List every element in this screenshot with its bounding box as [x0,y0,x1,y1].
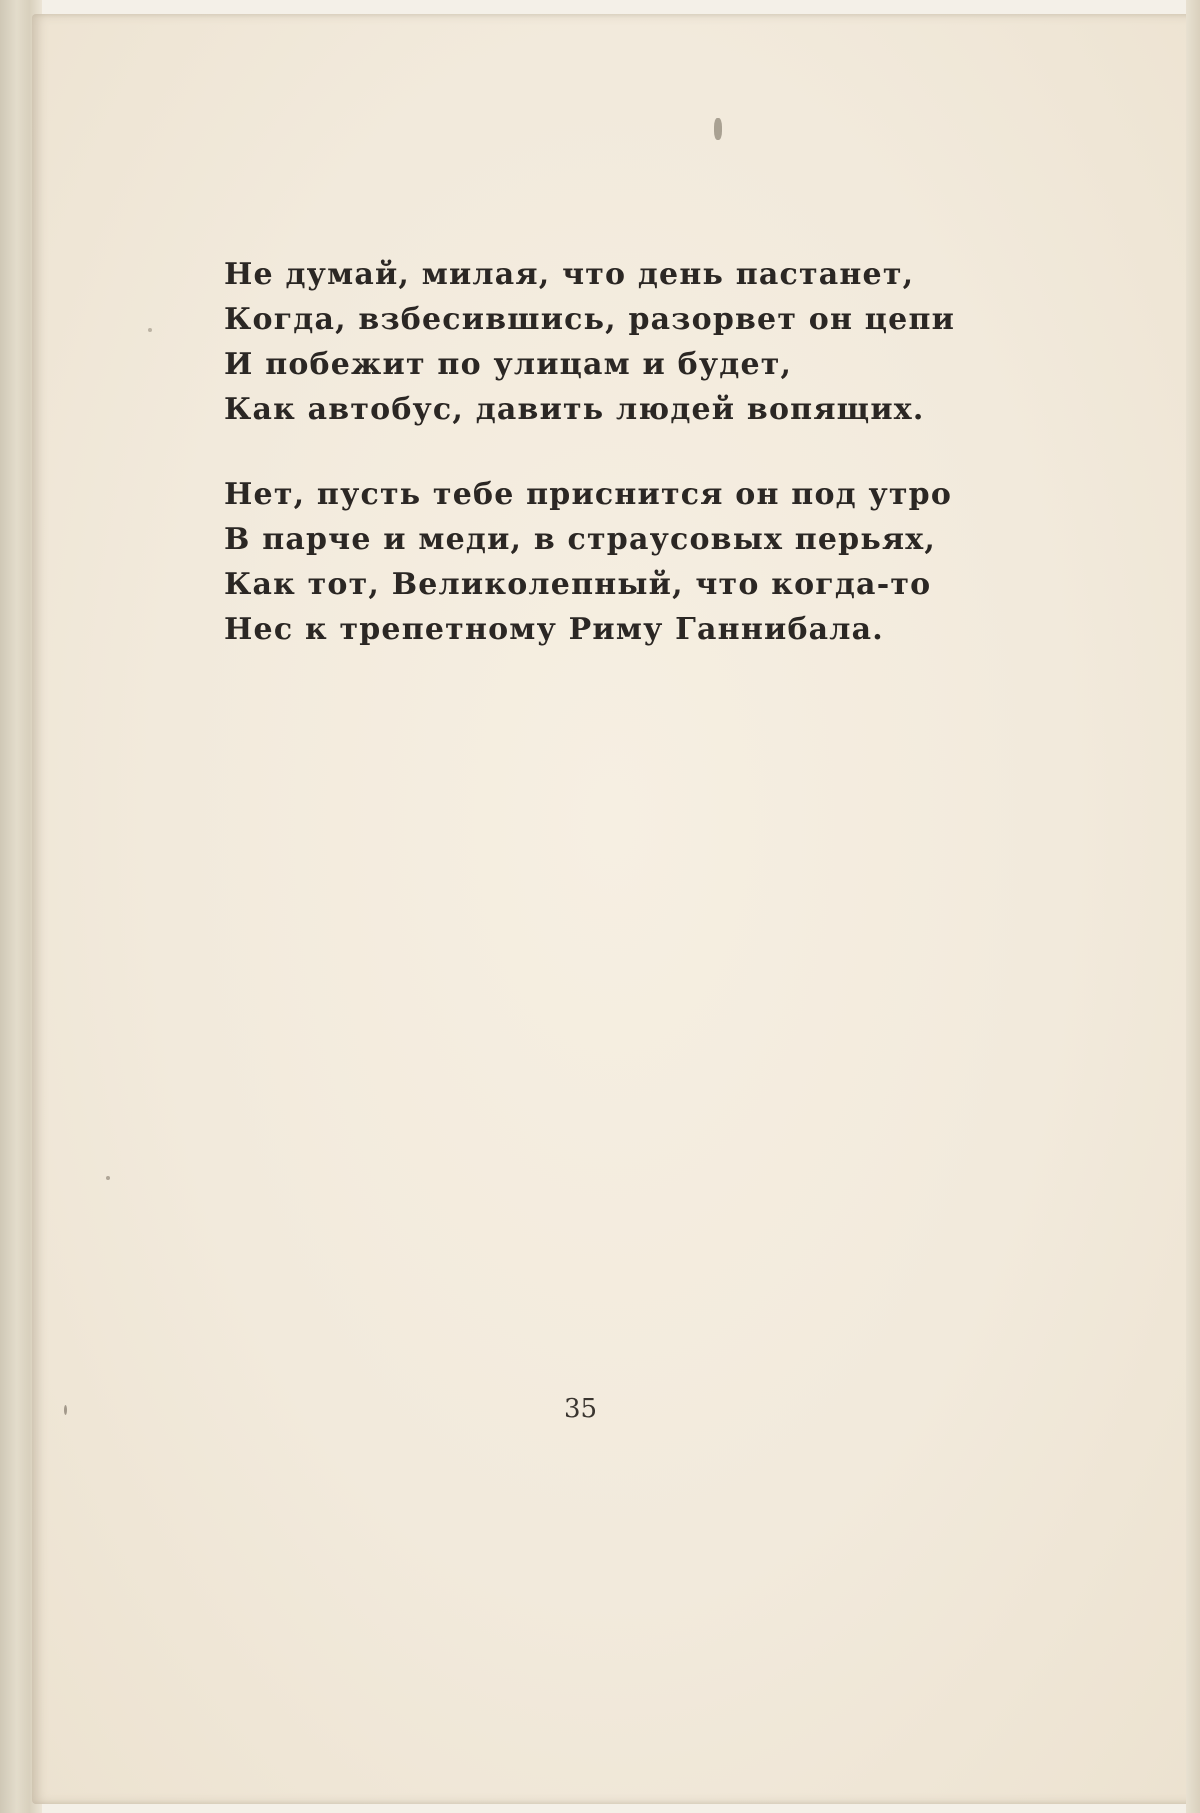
stanza-2 [224,472,984,652]
paper-speck [714,118,722,140]
poem-line: Как автобус, давить людей вопящих. [224,392,925,427]
page-number: 35 [564,1394,598,1424]
stanza-1 [224,252,984,432]
poem-line: Нет, пусть тебе приснится он под утро [224,477,953,512]
page-edge [1186,0,1200,1813]
poem-line: И побежит по улицам и будет, [224,347,793,382]
poem-line: В парче и меди, в страусовых перьях, [224,522,937,557]
poem-line: Нес к трепетному Риму Ганнибала. [224,612,884,647]
paper-speck [64,1405,67,1415]
poem-line: Как тот, Великолепный, что когда-то [224,567,932,602]
paper-speck [148,328,152,332]
poem-line: Когда, взбесившись, разорвет он цепи [224,302,956,337]
poem-line: Не думай, милая, что день пастанет, [224,257,915,292]
poem [224,252,984,692]
paper-speck [106,1176,110,1180]
